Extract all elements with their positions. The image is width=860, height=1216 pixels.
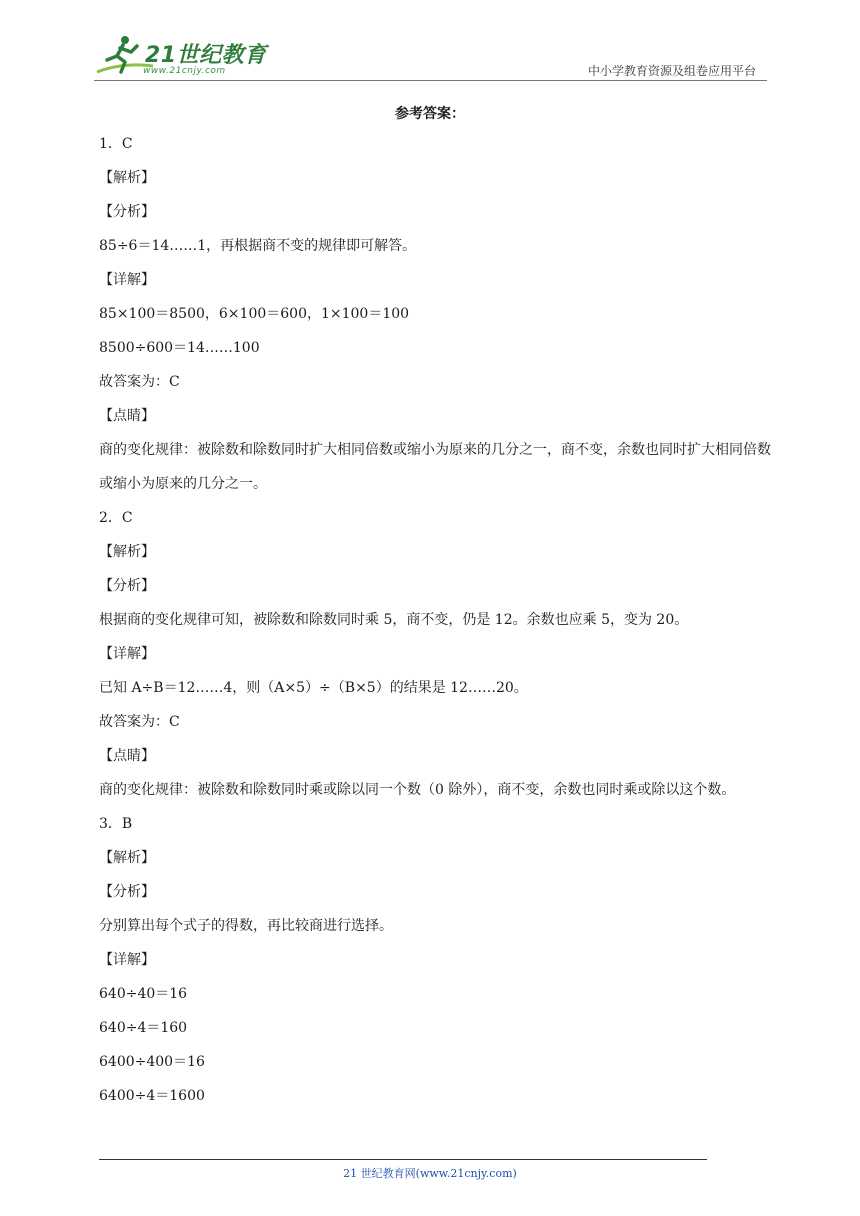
answer-line: 【点睛】: [99, 748, 155, 764]
answer-line: 【解析】: [99, 544, 155, 560]
footer-site-link[interactable]: 21 世纪教育网(www.21cnjy.com): [343, 1167, 517, 1180]
answer-line: 85÷6＝14……1，再根据商不变的规律即可解答。: [99, 238, 417, 254]
answer-line: 3．B: [99, 816, 133, 832]
answer-line: 6400÷4＝1600: [99, 1088, 205, 1104]
answer-line: 6400÷400＝16: [99, 1054, 205, 1070]
page-header: [0, 0, 860, 90]
answer-content: [99, 127, 771, 1113]
answer-line: 8500÷600＝14……100: [99, 340, 260, 356]
answer-line: 商的变化规律：被除数和除数同时乘或除以同一个数（0 除外），商不变，余数也同时乘或除以这个数。: [99, 782, 736, 798]
header-platform-name: 中小学教育资源及组卷应用平台: [587, 64, 756, 78]
answer-line: 640÷4＝160: [99, 1020, 188, 1036]
answer-line: 【点睛】: [99, 408, 155, 424]
header-divider: [94, 80, 767, 81]
logo-text: 21世纪教育: [145, 43, 267, 68]
answer-line: 640÷40＝16: [99, 986, 188, 1002]
answer-line: 【详解】: [99, 646, 155, 662]
logo-url: www.21cnjy.com: [143, 66, 226, 76]
answer-line: 【详解】: [99, 272, 155, 288]
answer-line: 【分析】: [99, 884, 155, 900]
answer-line: 故答案为：C: [99, 714, 180, 730]
answer-line: 商的变化规律：被除数和除数同时扩大相同倍数或缩小为原来的几分之一，商不变，余数也同时扩大相同倍数或缩小为原来的几分之一。: [99, 442, 771, 492]
answer-line: 1．C: [99, 136, 133, 152]
page-title: 参考答案：: [395, 106, 465, 122]
answer-line: 故答案为：C: [99, 374, 180, 390]
answer-line: 根据商的变化规律可知，被除数和除数同时乘 5，商不变，仍是 12。余数也应乘 5，变为 20。: [99, 612, 689, 628]
answer-line: 【详解】: [99, 952, 155, 968]
answer-line: 已知 A÷B＝12……4，则（A×5）÷（B×5）的结果是 12……20。: [99, 680, 528, 696]
answer-line: 【分析】: [99, 204, 155, 220]
answer-line: 【解析】: [99, 850, 155, 866]
answer-line: 2．C: [99, 510, 133, 526]
answer-line: 分别算出每个式子的得数，再比较商进行选择。: [99, 918, 393, 934]
answer-line: 85×100＝8500，6×100＝600，1×100＝100: [99, 306, 410, 322]
answer-line: 【分析】: [99, 578, 155, 594]
answer-line: 【解析】: [99, 170, 155, 186]
footer-divider: [99, 1159, 707, 1160]
